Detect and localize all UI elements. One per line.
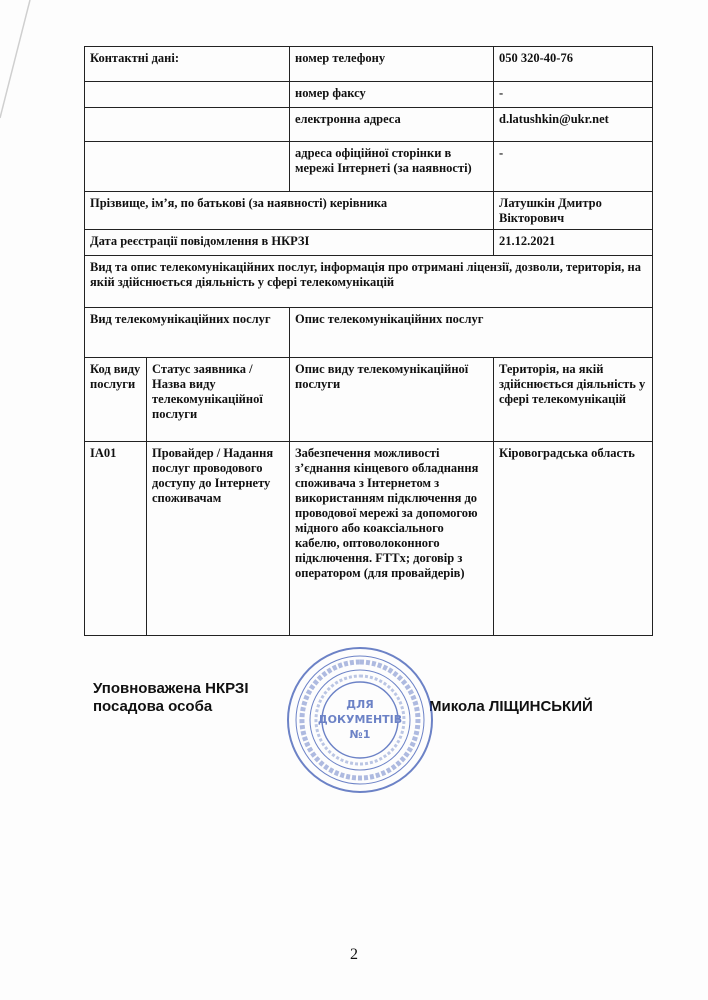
section-title: Вид та опис телекомунікаційних послуг, інформація про отримані ліцензії, дозволи, територія, на якій здійснюється діяльність у сфері телекомунікацій — [85, 256, 653, 308]
signatory-name: Микола ЛІЩИНСЬКИЙ — [429, 698, 593, 715]
column-territory-header: Територія, на якій здійснюється діяльність у сфері телекомунікацій — [494, 358, 653, 442]
phone-value: 050 320-40-76 — [494, 47, 653, 82]
contacts-label: Контактні дані: — [85, 47, 290, 82]
column-code-header: Код виду послуги — [85, 358, 147, 442]
registration-value: 21.12.2021 — [494, 230, 653, 256]
services-type-header: Вид телекомунікаційних послуг — [85, 308, 290, 358]
row-status: Провайдер / Надання послуг проводового доступу до Інтернету споживачам — [147, 442, 290, 636]
row-territory: Кіровоградська область — [494, 442, 653, 636]
website-label: адреса офіційної сторінки в мережі Інтернеті (за наявності) — [290, 142, 494, 192]
stamp-text-line1: ДЛЯ — [346, 698, 374, 711]
stamp-text-line3: №1 — [349, 728, 371, 741]
contacts-spacer — [85, 142, 290, 192]
contacts-spacer — [85, 82, 290, 108]
signature-title-line2: посадова особа — [93, 698, 213, 715]
director-label: Прізвище, ім’я, по батькові (за наявності) керівника — [85, 192, 494, 230]
telecom-info-table — [84, 46, 653, 636]
stamp-text-line2: ДОКУМЕНТІВ — [317, 713, 403, 726]
fax-value: - — [494, 82, 653, 108]
scan-corner-line — [0, 0, 40, 150]
signature-block — [93, 680, 249, 716]
phone-label: номер телефону — [290, 47, 494, 82]
column-status-header: Статус заявника / Назва виду телекомунікаційної послуги — [147, 358, 290, 442]
email-label: електронна адреса — [290, 108, 494, 142]
column-description-header: Опис виду телекомунікаційної послуги — [290, 358, 494, 442]
official-stamp-icon — [285, 645, 435, 795]
page-number: 2 — [350, 946, 358, 963]
row-code: ІА01 — [85, 442, 147, 636]
email-value: d.latushkin@ukr.net — [494, 108, 653, 142]
row-description: Забезпечення можливості з’єднання кінцевого обладнання споживача з Інтернетом з використанням підключення до проводової мережі за допомогою мідного або коаксіального кабелю, оптоволоконного підключення. FTTx; договір з оператором (для провайдерів) — [290, 442, 494, 636]
website-value: - — [494, 142, 653, 192]
signature-title-line1: Уповноважена НКРЗІ — [93, 680, 249, 697]
fax-label: номер факсу — [290, 82, 494, 108]
director-value: Латушкін Дмитро Вікторович — [494, 192, 653, 230]
services-description-header: Опис телекомунікаційних послуг — [290, 308, 653, 358]
contacts-spacer — [85, 108, 290, 142]
registration-label: Дата реєстрації повідомлення в НКРЗІ — [85, 230, 494, 256]
